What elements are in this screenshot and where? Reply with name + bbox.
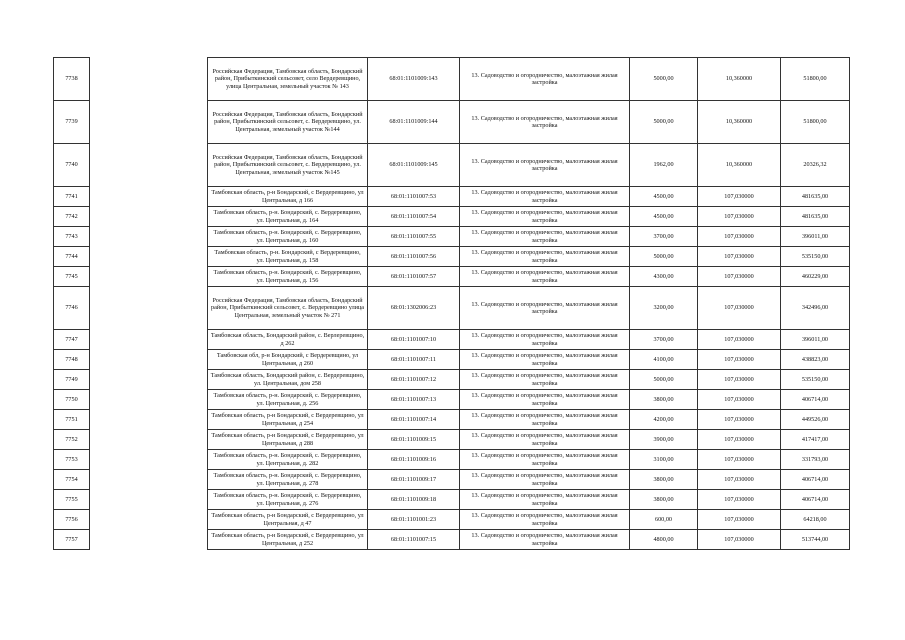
rate-cell: 107,030000	[698, 287, 781, 330]
table-row	[54, 287, 850, 330]
land-use-cell: 13. Садоводство и огородничество, малоэтажная жилая застройка	[460, 530, 630, 550]
cadastral-value-cell: 535150,00	[781, 247, 850, 267]
blank-column	[90, 410, 208, 430]
rate-cell: 107,030000	[698, 247, 781, 267]
rate-cell: 107,030000	[698, 510, 781, 530]
land-use-cell: 13. Садоводство и огородничество, малоэтажная жилая застройка	[460, 470, 630, 490]
cadastral-number-cell: 68:01:1101009:144	[368, 101, 460, 144]
rate-cell: 107,030000	[698, 207, 781, 227]
cadastral-number-cell: 68:01:1101007:56	[368, 247, 460, 267]
land-use-cell: 13. Садоводство и огородничество, малоэтажная жилая застройка	[460, 350, 630, 370]
area-cell: 5000,00	[630, 370, 698, 390]
area-cell: 4100,00	[630, 350, 698, 370]
row-number: 7748	[54, 350, 90, 370]
land-use-cell: 13. Садоводство и огородничество, малоэтажная жилая застройка	[460, 267, 630, 287]
table-row	[54, 144, 850, 187]
cadastral-number-cell: 68:01:1101007:54	[368, 207, 460, 227]
land-use-cell: 13. Садоводство и огородничество, малоэтажная жилая застройка	[460, 450, 630, 470]
area-cell: 600,00	[630, 510, 698, 530]
address-cell: Тамбовская область, р-н. Бондарский, с. Вердеревщино, ул. Центральная, д. 282	[208, 450, 368, 470]
table-row	[54, 370, 850, 390]
address-cell: Тамбовская область, р-н. Бондарский, с. Вердеревщино, ул. Центральная, д. 278	[208, 470, 368, 490]
row-number: 7745	[54, 267, 90, 287]
blank-column	[90, 450, 208, 470]
land-use-cell: 13. Садоводство и огородничество, малоэтажная жилая застройка	[460, 287, 630, 330]
address-cell: Тамбовская область, Бондарский район, с. Верлеревщино, д 262	[208, 330, 368, 350]
row-number: 7757	[54, 530, 90, 550]
cadastral-number-cell: 68:01:1101007:57	[368, 267, 460, 287]
table-row	[54, 187, 850, 207]
address-cell: Российская Федерация, Тамбовская область, Бондарский район, Прибыткинский сельсовет, с. Вердеревщино, ул. Центральная, земельный участок №145	[208, 144, 368, 187]
cadastral-number-cell: 68:01:1101007:11	[368, 350, 460, 370]
area-cell: 3800,00	[630, 470, 698, 490]
cadastral-value-cell: 331793,00	[781, 450, 850, 470]
land-use-cell: 13. Садоводство и огородничество, малоэтажная жилая застройка	[460, 330, 630, 350]
area-cell: 4500,00	[630, 207, 698, 227]
blank-column	[90, 267, 208, 287]
row-number: 7738	[54, 58, 90, 101]
land-registry-table	[53, 57, 850, 550]
area-cell: 3700,00	[630, 227, 698, 247]
address-cell: Тамбовская область, р-н Бондарский, с Вердеревщино, ул Центральная, д 288	[208, 430, 368, 450]
land-use-cell: 13. Садоводство и огородничество, малоэтажная жилая застройка	[460, 207, 630, 227]
cadastral-value-cell: 342496,00	[781, 287, 850, 330]
blank-column	[90, 390, 208, 410]
rate-cell: 107,030000	[698, 187, 781, 207]
table-row	[54, 247, 850, 267]
cadastral-number-cell: 68:01:1101007:55	[368, 227, 460, 247]
row-number: 7752	[54, 430, 90, 450]
table-row	[54, 267, 850, 287]
blank-column	[90, 470, 208, 490]
cadastral-number-cell: 68:01:1101007:13	[368, 390, 460, 410]
address-cell: Тамбовская область, р-н Бондарский, с Вердеревщино, ул Центральная, д 252	[208, 530, 368, 550]
blank-column	[90, 490, 208, 510]
registry-sheet	[53, 57, 849, 550]
cadastral-value-cell: 513744,00	[781, 530, 850, 550]
blank-column	[90, 101, 208, 144]
cadastral-value-cell: 51800,00	[781, 58, 850, 101]
cadastral-number-cell: 68:01:1101009:143	[368, 58, 460, 101]
area-cell: 5000,00	[630, 58, 698, 101]
address-cell: Российская Федерация, Тамбовская область, Бондарский район, Прибыткинский сельсовет, село Вердеревщино, улица Центральная, земельный участок № 143	[208, 58, 368, 101]
cadastral-value-cell: 51800,00	[781, 101, 850, 144]
address-cell: Тамбовская обл, р-н Бондарский, с Вердеревщино, ул Центральная, д 260	[208, 350, 368, 370]
area-cell: 3100,00	[630, 450, 698, 470]
table-row	[54, 390, 850, 410]
row-number: 7750	[54, 390, 90, 410]
area-cell: 3700,00	[630, 330, 698, 350]
address-cell: Тамбовская область, р-н. Бондарский, с Вердеревщино, ул. Центральная, д. 158	[208, 247, 368, 267]
land-use-cell: 13. Садоводство и огородничество, малоэтажная жилая застройка	[460, 101, 630, 144]
blank-column	[90, 350, 208, 370]
cadastral-value-cell: 535150,00	[781, 370, 850, 390]
row-number: 7743	[54, 227, 90, 247]
address-cell: Тамбовская область, р-н. Бондарский, с. Вердеревщино, ул. Центральная, д. 276	[208, 490, 368, 510]
land-use-cell: 13. Садоводство и огородничество, малоэтажная жилая застройка	[460, 490, 630, 510]
rate-cell: 10,360000	[698, 101, 781, 144]
table-row	[54, 430, 850, 450]
rate-cell: 107,030000	[698, 530, 781, 550]
cadastral-value-cell: 64218,00	[781, 510, 850, 530]
table-row	[54, 350, 850, 370]
blank-column	[90, 187, 208, 207]
row-number: 7749	[54, 370, 90, 390]
table-row	[54, 330, 850, 350]
address-cell: Тамбовская область, р-н Бондарский, с Вердеревщино, ул Центральная, д 166	[208, 187, 368, 207]
area-cell: 1962,00	[630, 144, 698, 187]
area-cell: 4800,00	[630, 530, 698, 550]
row-number: 7756	[54, 510, 90, 530]
cadastral-number-cell: 68:01:1101009:18	[368, 490, 460, 510]
cadastral-value-cell: 438823,00	[781, 350, 850, 370]
land-use-cell: 13. Садоводство и огородничество, малоэтажная жилая застройка	[460, 247, 630, 267]
blank-column	[90, 287, 208, 330]
cadastral-value-cell: 481635,00	[781, 207, 850, 227]
blank-column	[90, 430, 208, 450]
row-number: 7755	[54, 490, 90, 510]
rate-cell: 107,030000	[698, 330, 781, 350]
address-cell: Тамбовская область, р-н. Бондарский, с. Вердеревщино, ул. Центральная, д. 156	[208, 267, 368, 287]
blank-column	[90, 510, 208, 530]
cadastral-value-cell: 449526,00	[781, 410, 850, 430]
cadastral-value-cell: 20326,32	[781, 144, 850, 187]
land-use-cell: 13. Садоводство и огородничество, малоэтажная жилая застройка	[460, 58, 630, 101]
land-use-cell: 13. Садоводство и огородничество, малоэтажная жилая застройка	[460, 187, 630, 207]
blank-column	[90, 530, 208, 550]
rate-cell: 10,360000	[698, 144, 781, 187]
table-row	[54, 101, 850, 144]
table-row	[54, 410, 850, 430]
rate-cell: 10,360000	[698, 58, 781, 101]
table-row	[54, 510, 850, 530]
table-row	[54, 470, 850, 490]
cadastral-number-cell: 68:01:1101009:15	[368, 430, 460, 450]
address-cell: Тамбовская область, р-н. Бондарский, с. Вердеревщино, ул. Центральная, д. 256	[208, 390, 368, 410]
cadastral-value-cell: 460229,00	[781, 267, 850, 287]
cadastral-value-cell: 396011,00	[781, 227, 850, 247]
area-cell: 3200,00	[630, 287, 698, 330]
blank-column	[90, 144, 208, 187]
table-row	[54, 530, 850, 550]
cadastral-number-cell: 68:01:1302006:23	[368, 287, 460, 330]
table-row	[54, 207, 850, 227]
row-number: 7742	[54, 207, 90, 227]
area-cell: 4300,00	[630, 267, 698, 287]
rate-cell: 107,030000	[698, 227, 781, 247]
cadastral-number-cell: 68:01:1101001:23	[368, 510, 460, 530]
area-cell: 3900,00	[630, 430, 698, 450]
address-cell: Тамбовская область, р-н Бондарский, с Вердеревщино, ул Центральная, д 254	[208, 410, 368, 430]
rate-cell: 107,030000	[698, 267, 781, 287]
address-cell: Российская Федерация, Тамбовская область, Бондарский район, Прибыткинский сельсовет, с. Вердеревщино, ул. Центральная, земельный участок №144	[208, 101, 368, 144]
registry-body	[54, 58, 850, 550]
cadastral-value-cell: 417417,00	[781, 430, 850, 450]
rate-cell: 107,030000	[698, 390, 781, 410]
area-cell: 3800,00	[630, 490, 698, 510]
cadastral-number-cell: 68:01:1101009:17	[368, 470, 460, 490]
cadastral-number-cell: 68:01:1101007:53	[368, 187, 460, 207]
cadastral-number-cell: 68:01:1101007:14	[368, 410, 460, 430]
area-cell: 5000,00	[630, 101, 698, 144]
land-use-cell: 13. Садоводство и огородничество, малоэтажная жилая застройка	[460, 390, 630, 410]
table-row	[54, 58, 850, 101]
cadastral-number-cell: 68:01:1101009:16	[368, 450, 460, 470]
row-number: 7751	[54, 410, 90, 430]
address-cell: Российская Федерация, Тамбовская область, Бондарский район, Прибыткинский сельсовет, с. Вердеревщино улица Центральная, земельный участок № 271	[208, 287, 368, 330]
address-cell: Тамбовская область, Бондарский район, с. Вердеревщино, ул. Центральная, дом 258	[208, 370, 368, 390]
rate-cell: 107,030000	[698, 370, 781, 390]
cadastral-number-cell: 68:01:1101007:15	[368, 530, 460, 550]
row-number: 7744	[54, 247, 90, 267]
address-cell: Тамбовская область, р-н. Бондарский, с. Вердеревщино, ул. Центральная, д. 164	[208, 207, 368, 227]
row-number: 7747	[54, 330, 90, 350]
cadastral-number-cell: 68:01:1101007:12	[368, 370, 460, 390]
row-number: 7753	[54, 450, 90, 470]
rate-cell: 107,030000	[698, 410, 781, 430]
table-row	[54, 450, 850, 470]
cadastral-number-cell: 68:01:1101007:10	[368, 330, 460, 350]
cadastral-value-cell: 396011,00	[781, 330, 850, 350]
land-use-cell: 13. Садоводство и огородничество, малоэтажная жилая застройка	[460, 144, 630, 187]
rate-cell: 107,030000	[698, 470, 781, 490]
land-use-cell: 13. Садоводство и огородничество, малоэтажная жилая застройка	[460, 410, 630, 430]
blank-column	[90, 370, 208, 390]
blank-column	[90, 227, 208, 247]
rate-cell: 107,030000	[698, 450, 781, 470]
area-cell: 3800,00	[630, 390, 698, 410]
land-use-cell: 13. Садоводство и огородничество, малоэтажная жилая застройка	[460, 510, 630, 530]
address-cell: Тамбовская область, р-н. Бондарский, с. Вердеревщино, ул. Центральная, д. 160	[208, 227, 368, 247]
address-cell: Тамбовская область, р-н Бондарский, с Вердеревщино, ул Центральная, д 47	[208, 510, 368, 530]
cadastral-value-cell: 406714,00	[781, 390, 850, 410]
area-cell: 4200,00	[630, 410, 698, 430]
blank-column	[90, 247, 208, 267]
rate-cell: 107,030000	[698, 490, 781, 510]
rate-cell: 107,030000	[698, 350, 781, 370]
land-use-cell: 13. Садоводство и огородничество, малоэтажная жилая застройка	[460, 370, 630, 390]
land-use-cell: 13. Садоводство и огородничество, малоэтажная жилая застройка	[460, 430, 630, 450]
row-number: 7740	[54, 144, 90, 187]
row-number: 7746	[54, 287, 90, 330]
table-row	[54, 490, 850, 510]
row-number: 7754	[54, 470, 90, 490]
rate-cell: 107,030000	[698, 430, 781, 450]
blank-column	[90, 330, 208, 350]
land-use-cell: 13. Садоводство и огородничество, малоэтажная жилая застройка	[460, 227, 630, 247]
blank-column	[90, 58, 208, 101]
area-cell: 4500,00	[630, 187, 698, 207]
cadastral-value-cell: 481635,00	[781, 187, 850, 207]
cadastral-number-cell: 68:01:1101009:145	[368, 144, 460, 187]
row-number: 7741	[54, 187, 90, 207]
blank-column	[90, 207, 208, 227]
cadastral-value-cell: 406714,00	[781, 470, 850, 490]
row-number: 7739	[54, 101, 90, 144]
area-cell: 5000,00	[630, 247, 698, 267]
table-row	[54, 227, 850, 247]
cadastral-value-cell: 406714,00	[781, 490, 850, 510]
